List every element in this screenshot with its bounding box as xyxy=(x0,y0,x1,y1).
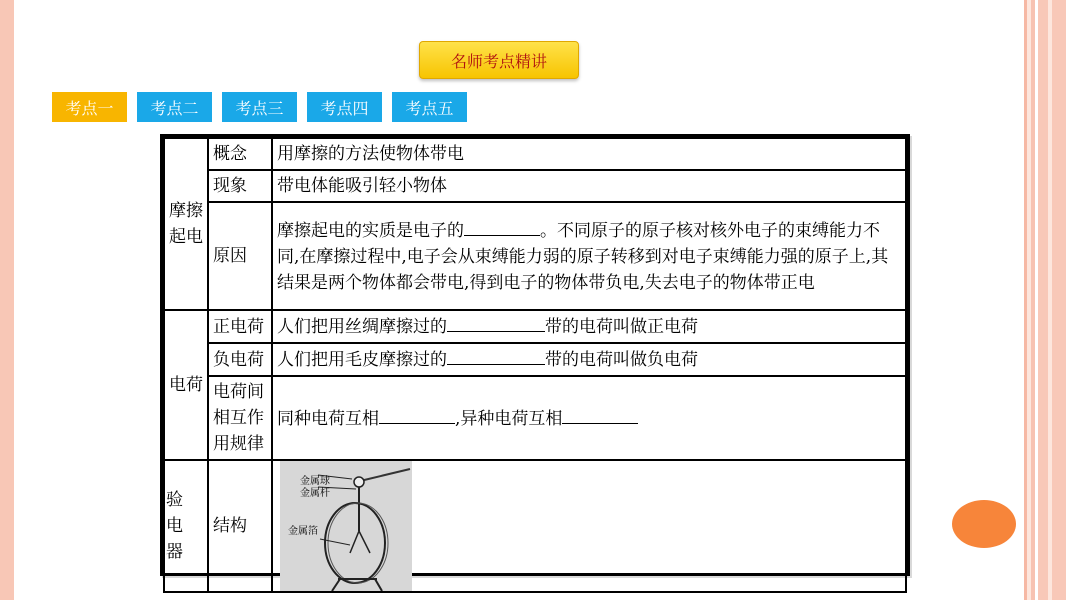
row-content: 带电体能吸引轻小物体 xyxy=(272,170,906,202)
content-text: ,异种电荷互相 xyxy=(455,408,563,429)
fill-blank[interactable] xyxy=(447,313,545,332)
category-cell xyxy=(164,310,208,460)
content-text: 。不同原子的原子核对核外电子的束缚能力不同,在摩擦过程中,电子会从束缚能力弱的原子转移到对电子束缚能力强的原子上,其结果是两个物体都会带电,得到电子的物体带负电,失去电子的物体带正电 xyxy=(277,220,889,293)
image-label: 金属杆 xyxy=(300,488,330,499)
content-text: 同种电荷互相 xyxy=(277,408,379,429)
row-label: 电荷间相互作用规律 xyxy=(208,376,272,460)
tab-kaodian-1[interactable]: 考点一 xyxy=(52,92,127,122)
row-label: 正电荷 xyxy=(208,310,272,343)
category-label: 验电器 xyxy=(166,490,183,562)
table-row xyxy=(164,310,906,343)
fill-blank[interactable] xyxy=(379,405,455,424)
content-text: 带的电荷叫做正电荷 xyxy=(545,317,698,337)
image-label: 金属箔 xyxy=(288,526,318,537)
row-label: 负电荷 xyxy=(208,343,272,376)
row-label: 原因 xyxy=(208,202,272,310)
category-label: 电荷 xyxy=(169,375,203,395)
table-row xyxy=(164,460,906,592)
row-content xyxy=(272,310,906,343)
table-row xyxy=(164,202,906,310)
tab-kaodian-2[interactable]: 考点二 xyxy=(137,92,212,122)
next-circle-button[interactable] xyxy=(952,500,1016,548)
category-cell xyxy=(164,138,208,310)
row-label: 现象 xyxy=(208,170,272,202)
left-border xyxy=(0,0,14,600)
right-border-stripe xyxy=(1031,0,1035,600)
row-label: 概念 xyxy=(208,138,272,170)
content-text: 人们把用丝绸摩擦过的 xyxy=(277,317,447,337)
tab-kaodian-5[interactable]: 考点五 xyxy=(392,92,467,122)
tab-kaodian-3[interactable]: 考点三 xyxy=(222,92,297,122)
electroscope-image xyxy=(280,461,412,591)
tab-kaodian-4[interactable]: 考点四 xyxy=(307,92,382,122)
image-label: 金属球 xyxy=(300,476,330,487)
right-border-stripe xyxy=(1052,0,1066,600)
row-content xyxy=(272,202,906,310)
row-content xyxy=(272,343,906,376)
row-label: 结构 xyxy=(208,460,272,592)
row-content xyxy=(272,460,906,592)
knowledge-table xyxy=(163,137,907,593)
section-title-button[interactable]: 名师考点精讲 xyxy=(419,41,579,79)
right-border-stripe xyxy=(1038,0,1048,600)
table-row xyxy=(164,376,906,460)
table-row xyxy=(164,343,906,376)
content-text: 人们把用毛皮摩擦过的 xyxy=(277,350,447,370)
row-content: 用摩擦的方法使物体带电 xyxy=(272,138,906,170)
content-text: 摩擦起电的实质是电子的 xyxy=(277,220,464,241)
category-cell xyxy=(164,460,208,592)
table-row xyxy=(164,170,906,202)
table-row xyxy=(164,138,906,170)
category-label: 摩擦起电 xyxy=(169,201,203,247)
fill-blank[interactable] xyxy=(464,217,540,236)
content-text: 带的电荷叫做负电荷 xyxy=(545,350,698,370)
fill-blank[interactable] xyxy=(562,405,638,424)
fill-blank[interactable] xyxy=(447,346,545,365)
row-content xyxy=(272,376,906,460)
